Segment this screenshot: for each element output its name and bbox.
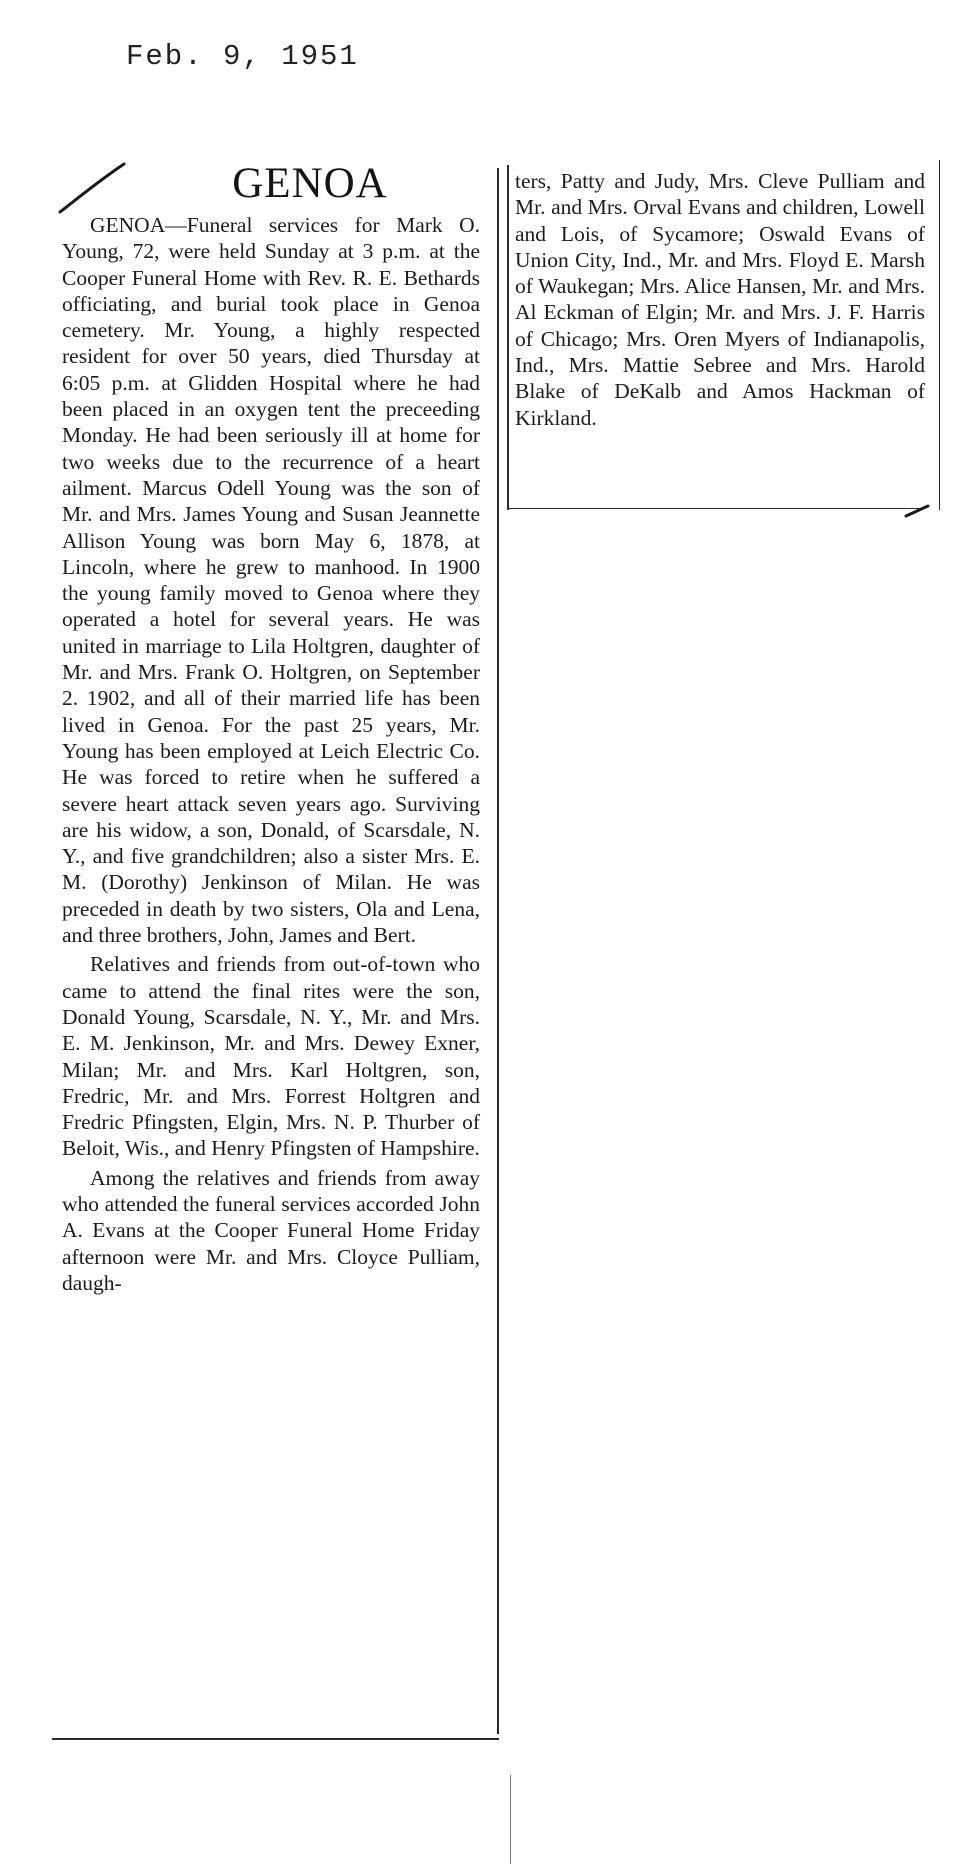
right-column-bottom-rule — [507, 508, 921, 509]
trailing-edge-line — [510, 1775, 511, 1864]
right-column — [515, 168, 925, 431]
left-column — [62, 160, 480, 1296]
paragraph-evans-funeral: Among the relatives and friends from away who attended the funeral services accorded John A. Evans at the Cooper Funeral Home Friday afternoon were Mr. and Mrs. Cloyce Pulliam, daugh- — [62, 1165, 480, 1295]
right-column-left-edge — [507, 165, 509, 510]
paragraph-relatives: Relatives and friends from out-of-town who came to attend the final rites were the son, Donald Young, Scarsdale, N. Y., Mr. and Mrs. E. M. Jenkinson, Mr. and Mrs. Dewey Exner, Milan; Mr. and Mrs. Karl Holtgren, son, Fredric, Mr. and Mrs. Forrest Holtgren and Fredric Pfingsten, Elgin, Mrs. N. P. Thurber of Beloit, Wis., and Henry Pfingsten of Hampshire. — [62, 952, 480, 1161]
paragraph-continued: ters, Patty and Judy, Mrs. Cleve Pulliam and Mr. and Mrs. Orval Evans and children, Lowell and Lois, of Sycamore; Oswald Evans of Union City, Ind., Mr. and Mrs. Floyd E. Marsh of Waukegan; Mrs. Alice Hansen, Mr. and Mrs. Al Eckman of Elgin; Mr. and Mrs. J. F. Harris of Chicago; Mrs. Oren Myers of Indianapolis, Ind., Mrs. Mattie Sebree and Mrs. Harold Blake of DeKalb and Amos Hackman of Kirkland. — [515, 169, 925, 430]
article-headline: GENOA — [232, 160, 388, 207]
right-column-right-edge — [939, 160, 940, 510]
paragraph-obituary: GENOA—Funeral services for Mark O. Young, 72, were held Sunday at 3 p.m. at the Cooper Funeral Home with Rev. R. E. Bethards officiating, and burial took place in Genoa cemetery. Mr. Young, a highly respected resident for over 50 years, died Thursday at 6:05 p.m. at Glidden Hospital where he had been placed in an oxygen tent the preceeding Monday. He had been seriously ill at home for two weeks due to the recurrence of a heart ailment. Marcus Odell Young was the son of Mr. and Mrs. James Young and Susan Jeannette Allison Young was born May 6, 1878, at Lincoln, where he grew to manhood. In 1900 the young family moved to Genoa where they operated a hotel for several years. He was united in marriage to Lila Holtgren, daughter of Mr. and Mrs. Frank O. Holtgren, on September 2. 1902, and all of their married life has been lived in Genoa. For the past 25 years, Mr. Young has been employed at Leich Electric Co. He was forced to retire when he suffered a severe heart attack seven years ago. Surviving are his widow, a son, Donald, of Scarsdale, N. Y., and five grandchildren; also a sister Mrs. E. M. (Dorothy) Jenkinson of Milan. He was preceded in death by two sisters, Ola and Lena, and three brothers, John, James and Bert. — [62, 213, 480, 948]
clipping-date: Feb. 9, 1951 — [126, 40, 359, 73]
cut-mark-icon — [904, 500, 930, 520]
left-column-bottom-rule — [52, 1738, 499, 1740]
column-divider — [497, 168, 499, 1734]
